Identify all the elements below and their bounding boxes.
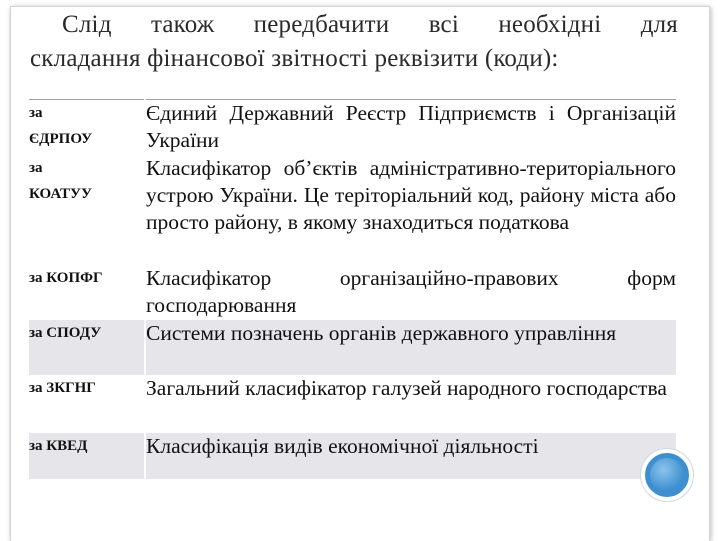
table-row-koatuu (29, 155, 676, 265)
description-cell: Класифікатор організаційно-правових форм господарювання (145, 265, 676, 320)
code-cell: за ЗКГНГ (29, 375, 145, 433)
code-cell (29, 100, 145, 156)
code-label: ЄДРПОУ (29, 131, 93, 147)
code-cell: за КВЕД (29, 433, 145, 479)
description-cell: Системи позначень органів державного управління (145, 320, 676, 375)
code-cell: за КОПФГ (29, 265, 145, 320)
table-row-zkgng (29, 375, 676, 433)
decorative-circle-icon (641, 449, 693, 501)
description-cell: Загальний класифікатор галузей народного господарства (145, 375, 676, 433)
title-line-2: складання фінансової звітності реквізити (коди): (30, 45, 559, 72)
requisites-table (29, 99, 676, 479)
code-prefix: за (29, 160, 43, 176)
table-row-spodu (29, 320, 676, 375)
table-row-edrpou (29, 100, 676, 156)
code-label: КОАТУУ (29, 186, 92, 202)
slide-title (30, 8, 678, 76)
table-row-kved (29, 433, 676, 479)
description-cell: Класифікація видів економічної діяльності (145, 433, 676, 479)
description-cell: Класифікатор об’єктів адміністративно-територіального устрою України. Це теріторіальний код, району міста або просто району, в якому знаходиться податкова (145, 155, 676, 265)
code-cell: за СПОДУ (29, 320, 145, 375)
title-line-1: Слід також передбачити всі необхідні для (62, 11, 678, 38)
code-cell (29, 155, 145, 265)
code-prefix: за (29, 105, 43, 121)
description-cell: Єдиний Державний Реєстр Підприємств і Організацій України (145, 100, 676, 156)
table-row-kopfg (29, 265, 676, 320)
